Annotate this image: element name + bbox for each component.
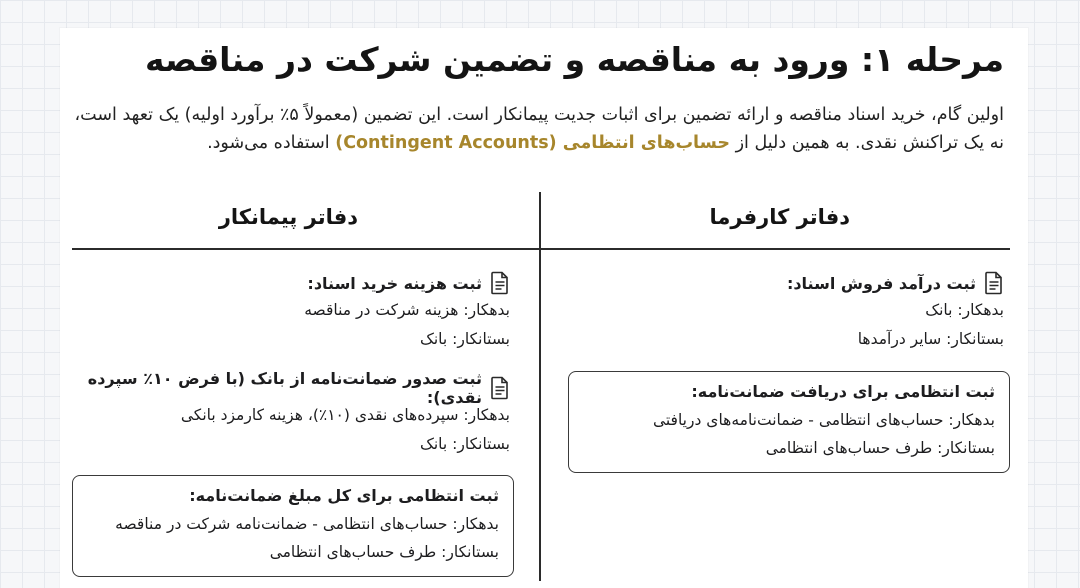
contractor-contingent-entry-title: ثبت انتظامی برای کل مبلغ ضمانت‌نامه: [189, 486, 499, 505]
intro-text-end: استفاده می‌شود. [207, 133, 336, 153]
employer-contingent-entry-title: ثبت انتظامی برای دریافت ضمانت‌نامه: [691, 382, 995, 401]
document-icon [490, 271, 510, 295]
contractor-purchase-entry [90, 270, 510, 354]
document-icon [984, 271, 1004, 295]
contractor-purchase-entry-title: ثبت هزینه خرید اسناد: [307, 273, 482, 293]
intro-text-start: اولین گام، خرید اسناد مناقصه و ارائه تضمین برای اثبات جدیت پیمانکار است. این تضمین (معمولاً ۵٪ برآورد اولیه) یک تعهد است، نه یک تراکنش نقدی. به همین دلیل از [74, 105, 1004, 153]
contractor-contingent-entry-credit: بستانکار: طرف حساب‌های انتظامی [269, 543, 499, 561]
employer-contingent-entry-debit: بدهکار: حساب‌های انتظامی - ضمانت‌نامه‌های دریافتی [652, 411, 995, 429]
intro-paragraph [69, 101, 1004, 157]
intro-highlight-term: حساب‌های انتظامی (Contingent Accounts) [335, 133, 731, 153]
employer-sale-entry-debit: بدهکار: بانک [925, 301, 1004, 319]
employer-sale-entry-title: ثبت درآمد فروش اسناد: [786, 273, 976, 293]
contractor-column-title: دفاتر پیمانکار [218, 205, 358, 229]
document-icon [490, 376, 510, 400]
contractor-contingent-entry-box [72, 475, 514, 577]
contractor-guarantee-entry-title: ثبت صدور ضمانت‌نامه از بانک (با فرض ۱۰٪ سپرده نقدی): [87, 369, 482, 407]
column-divider [539, 192, 541, 581]
contractor-contingent-entry-debit: بدهکار: حساب‌های انتظامی - ضمانت‌نامه شرکت در مناقصه [115, 515, 499, 533]
employer-contingent-entry-credit: بستانکار: طرف حساب‌های انتظامی [765, 439, 995, 457]
contractor-guarantee-entry-debit: بدهکار: سپرده‌های نقدی (۱۰٪)، هزینه کارمزد بانکی [180, 406, 510, 424]
employer-sale-entry-title-row [584, 270, 1004, 296]
contractor-guarantee-entry-credit: بستانکار: بانک [420, 435, 510, 453]
contractor-purchase-entry-credit: بستانکار: بانک [420, 330, 510, 348]
table-header-divider [72, 248, 1010, 250]
employer-contingent-entry-box [568, 371, 1010, 473]
page-title: مرحله ۱: ورود به مناقصه و تضمین شرکت در مناقصه [145, 40, 1004, 79]
contractor-purchase-entry-title-row [90, 270, 510, 296]
contractor-purchase-entry-debit: بدهکار: هزینه شرکت در مناقصه [304, 301, 510, 319]
contractor-guarantee-entry-title-row [70, 369, 510, 407]
employer-sale-entry [584, 270, 1004, 354]
employer-sale-entry-credit: بستانکار: سایر درآمدها [857, 330, 1004, 348]
employer-column-title: دفاتر کارفرما [709, 205, 850, 229]
contractor-guarantee-entry [70, 369, 510, 459]
